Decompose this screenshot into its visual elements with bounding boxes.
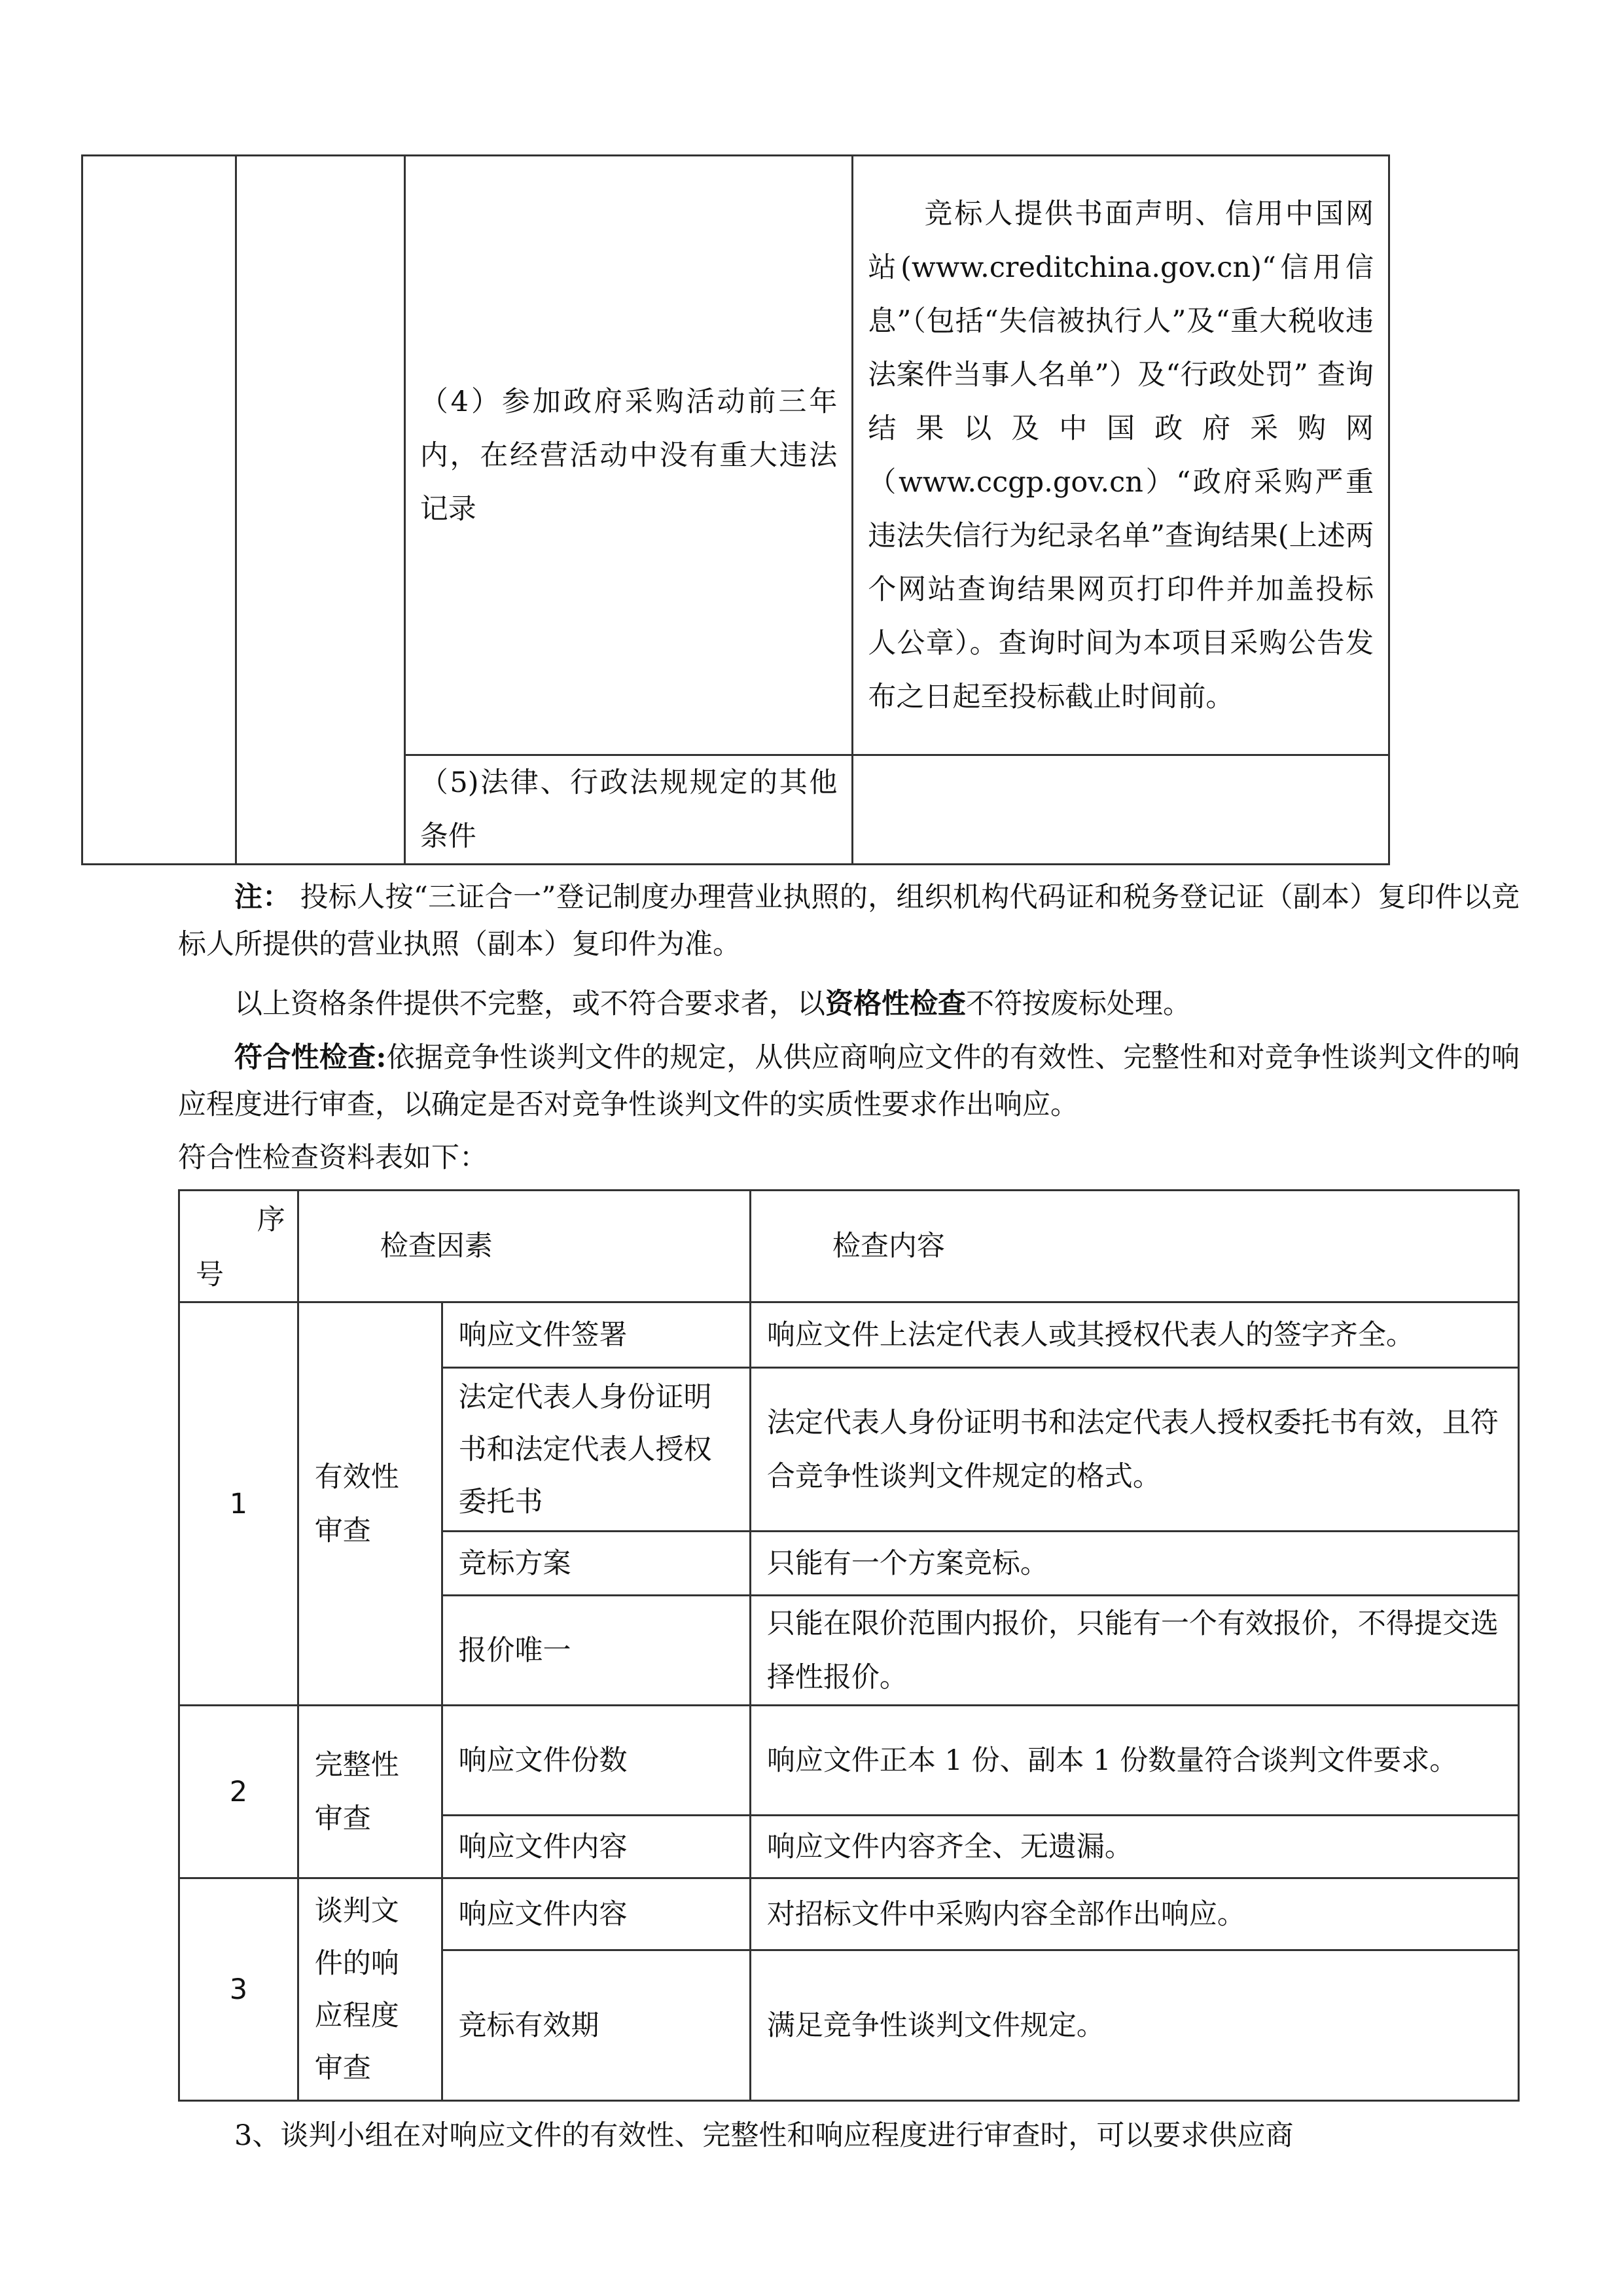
requirement-cell: （4）参加政府采购活动前三年内，在经营活动中没有重大违法记录: [404, 156, 853, 755]
check-content: 只能在限价范围内报价，只能有一个有效报价，不得提交选择性报价。: [750, 1596, 1518, 1706]
compliance-table: [178, 1189, 1520, 2102]
qualification-table: [81, 154, 1390, 865]
check-content: 对招标文件中采购内容全部作出响应。: [750, 1878, 1518, 1950]
final-paragraph: 3、谈判小组在对响应文件的有效性、完整性和响应程度进行审查时，可以要求供应商: [234, 2119, 1294, 2152]
check-content: 响应文件内容齐全、无遗漏。: [750, 1816, 1518, 1878]
check-item: 响应文件份数: [442, 1706, 750, 1816]
para2-before: 以上资格条件提供不完整，或不符合要求者，以: [234, 988, 825, 1020]
requirement-cell: （5)法律、行政法规规定的其他条件: [404, 755, 853, 865]
header-seq-top: 序: [257, 1204, 285, 1236]
group-number: 2: [179, 1706, 298, 1878]
note-paragraph: [178, 874, 1520, 968]
check-item: 响应文件内容: [442, 1878, 750, 1950]
note-text: 投标人按“三证合一”登记制度办理营业执照的，组织机构代码证和税务登记证（副本）复印件以竞标人所提供的营业执照（副本）复印件为准。: [178, 881, 1520, 961]
check-item: 报价唯一: [442, 1596, 750, 1706]
compliance-paragraph: [178, 1034, 1520, 1128]
check-item: 竞标有效期: [442, 1950, 750, 2101]
para3-label: 符合性检查:: [234, 1041, 387, 1074]
header-seq-bottom: 号: [196, 1259, 224, 1291]
table-intro: 符合性检查资料表如下：: [178, 1141, 488, 1174]
group-category: 完整性审查: [298, 1706, 442, 1878]
check-content: 法定代表人身份证明书和法定代表人授权委托书有效，且符合竞争性谈判文件规定的格式。: [750, 1368, 1518, 1532]
para2-after: 不符按废标处理。: [966, 988, 1191, 1020]
group-number: 1: [179, 1302, 298, 1706]
group-category: 谈判文件的响应程度审查: [298, 1878, 442, 2101]
check-item: 响应文件签署: [442, 1302, 750, 1368]
check-content: 响应文件正本 1 份、副本 1 份数量符合谈判文件要求。: [750, 1706, 1518, 1816]
check-item: 竞标方案: [442, 1532, 750, 1596]
para2-bold: 资格性检查: [825, 988, 966, 1020]
group-category: 有效性审查: [298, 1302, 442, 1706]
check-content: 满足竞争性谈判文件规定。: [750, 1950, 1518, 2101]
evidence-cell: [853, 755, 1389, 865]
header-factor: 检查因素: [298, 1191, 750, 1302]
group-number: 3: [179, 1878, 298, 2101]
check-content: 只能有一个方案竞标。: [750, 1532, 1518, 1596]
evidence-text: 竞标人提供书面声明、信用中国网站(www.creditchina.gov.cn)“信用信息”（包括“失信被执行人”及“重大税收违法案件当事人名单”）及“行政处罚” 查询结果以及中国政府采购网（www.ccgp.gov.cn）“政府采购严重违法失信行为纪录名单”查询结果(上述两个网站查询结果网页打印件并加盖投标人公章）。查询时间为本项目采购公告发布之日起至投标截止时间前。: [868, 197, 1374, 713]
header-content: 检查内容: [750, 1191, 1518, 1302]
header-seq: [179, 1191, 298, 1302]
evidence-cell: [853, 156, 1389, 755]
para3-text: 依据竞争性谈判文件的规定，从供应商响应文件的有效性、完整性和对竞争性谈判文件的响应程度进行审查，以确定是否对竞争性谈判文件的实质性要求作出响应。: [178, 1041, 1520, 1121]
empty-cell-col1: [82, 156, 236, 865]
check-item: 响应文件内容: [442, 1816, 750, 1878]
check-item: 法定代表人身份证明书和法定代表人授权委托书: [442, 1368, 750, 1532]
check-content: 响应文件上法定代表人或其授权代表人的签字齐全。: [750, 1302, 1518, 1368]
empty-cell-col2: [236, 156, 404, 865]
note-label: 注：: [234, 881, 291, 914]
qualification-paragraph: [178, 980, 1520, 1028]
